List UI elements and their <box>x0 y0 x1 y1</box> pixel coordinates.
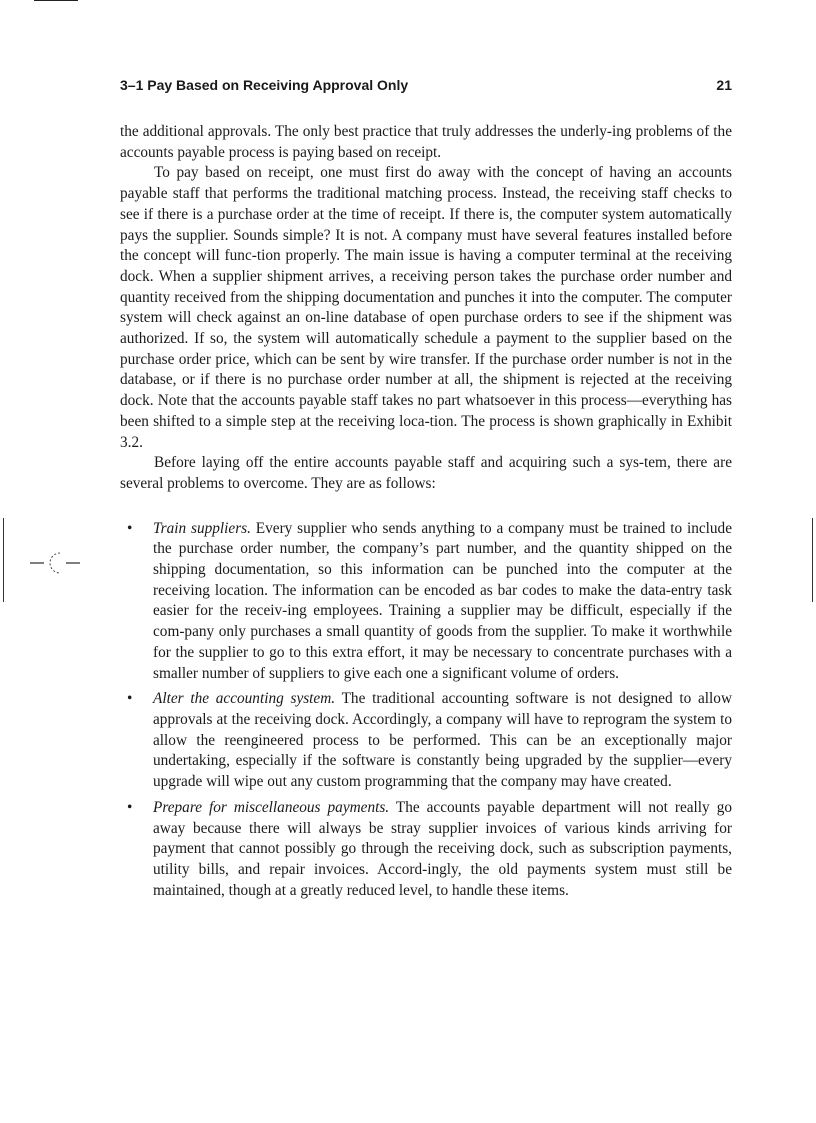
list-item <box>120 519 732 685</box>
problem-list <box>120 519 732 902</box>
bullet-icon: • <box>127 690 133 708</box>
list-item-text: Every supplier who sends anything to a company must be trained to include the purchase order number, the company’s part number, and the quantity shipped on the shipping documentation, so this information can be punched into the computer at the receiving location. The information can be encoded as bar codes to make the data-entry task easier for the receiv-ing employees. Training a supplier may be difficult, especially if the com-pany only purchases a small quantity of goods from the supplier. To make it worthwhile for the supplier to go to this extra effort, it may be necessary to concentrate purchases with a smaller number of suppliers to give each one a significant volume of orders. <box>153 519 732 682</box>
paragraph-problems-intro: Before laying off the entire accounts payable staff and acquiring such a sys-tem, there are several problems to overcome. They are as follows: <box>120 454 732 492</box>
left-margin-mark <box>3 518 4 602</box>
right-margin-mark <box>812 518 813 602</box>
paragraph-continuation: the additional approvals. The only best practice that truly addresses the underly-ing problems of the accounts payable process is paying based on receipt. <box>120 123 732 161</box>
top-edge-rule <box>34 0 78 1</box>
bullet-icon: • <box>127 798 133 816</box>
list-item-term: Prepare for miscellaneous payments. <box>153 798 390 816</box>
paragraph-pay-on-receipt: To pay based on receipt, one must first do away with the concept of having an accounts payable staff that performs the traditional matching process. Instead, the receiving staff checks to see if there is a purchase order at the time of receipt. If there is, the computer system automatically pays the supplier. Sounds simple? It is not. A company must have several features installed before the concept will func-tion properly. The main issue is having a computer terminal at the receiving dock. When a supplier shipment arrives, a receiving person takes the purchase order number and quantity received from the shipping documentation and punches it into the computer. The computer system will check against an on-line database of open purchase orders to see if the shipment was authorized. If so, the system will automatically schedule a payment to the supplier based on the purchase order price, which can be sent by wire transfer. If the purchase order number is not in the database, or if there is no purchase order number at all, the shipment is rejected at the receiving dock. Note that the accounts payable staff takes no part whatsoever in this process—everything has been shifted to a simple step at the receiving loca-tion. The process is shown graphically in Exhibit 3.2. <box>120 164 732 451</box>
running-header <box>120 77 732 95</box>
list-item-text: The accounts payable department will not really go away because there will always be stray supplier invoices of various kinds arriving for payment that cannot possibly go through the receiving dock, such as subscription payments, utility bills, and repair invoices. Accord-ingly, the old payments system must still be maintained, though at a greatly reduced level, to handle these items. <box>153 798 733 899</box>
bullet-icon: • <box>127 519 133 537</box>
list-item <box>120 798 732 902</box>
page-number: 21 <box>716 77 732 93</box>
body-text <box>120 122 732 906</box>
list-item-text: The traditional accounting software is not designed to allow approvals at the receiving dock. Accordingly, a company will have to reprogram the system to allow the reengineered process to be performed. This can be an exceptionally major undertaking, especially if the software is constantly being upgraded by the supplier—every upgrade will wipe out any custom programming that the company may have created. <box>153 690 733 791</box>
running-head-title: 3–1 Pay Based on Receiving Approval Only <box>120 77 409 93</box>
list-item-term: Train suppliers. <box>153 519 251 537</box>
crop-mark-icon <box>28 548 84 578</box>
list-item-term: Alter the accounting system. <box>153 690 336 708</box>
list-item <box>120 689 732 793</box>
